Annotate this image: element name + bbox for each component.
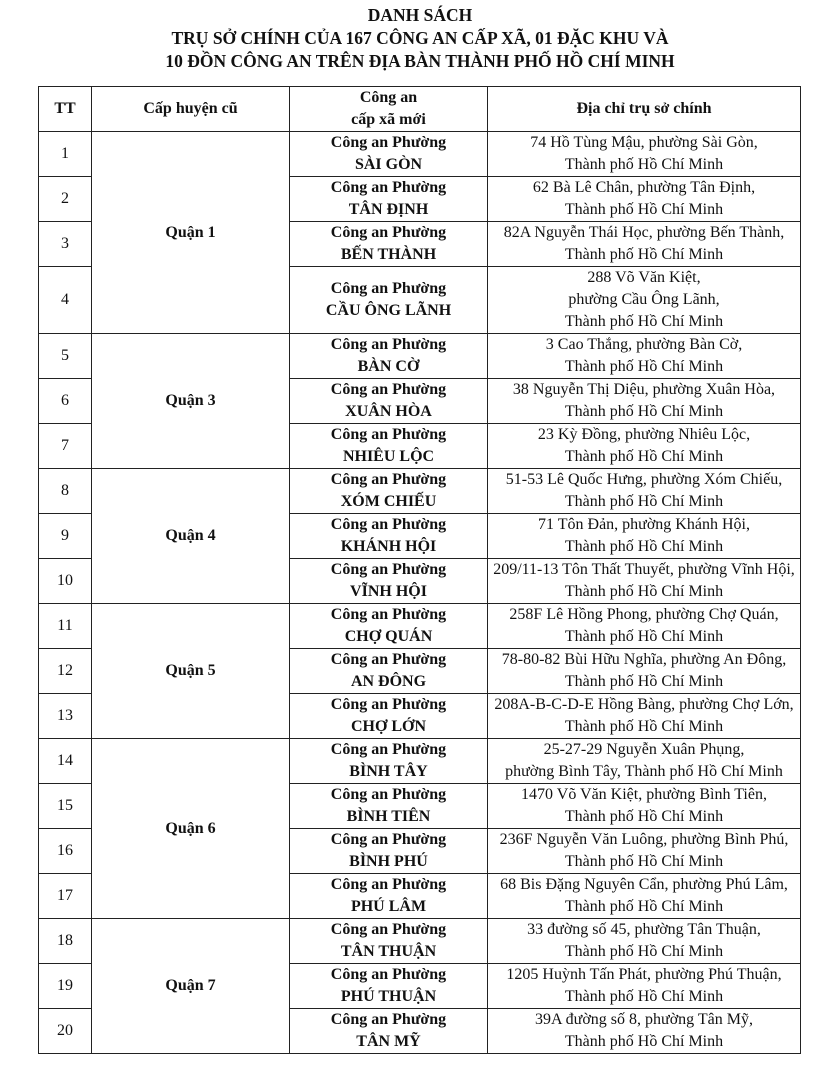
- ward-prefix: Công an Phường: [330, 651, 447, 668]
- ward-prefix: Công an Phường: [330, 921, 447, 938]
- row-number: 8: [39, 469, 92, 514]
- ward-cell: [290, 177, 488, 222]
- address-cell: [488, 177, 801, 222]
- ward-cell: [290, 604, 488, 649]
- address-line: Thành phố Hồ Chí Minh: [564, 988, 724, 1005]
- ward-cell: [290, 424, 488, 469]
- row-number: 12: [39, 649, 92, 694]
- row-number: 7: [39, 424, 92, 469]
- col-header-tt: TT: [39, 87, 92, 132]
- table-row: [39, 919, 801, 964]
- col-header-district: Cấp huyện cũ: [92, 87, 290, 132]
- ward-prefix: Công an Phường: [330, 696, 447, 713]
- address-cell: [488, 784, 801, 829]
- address-line: phường Cầu Ông Lãnh,: [568, 291, 720, 308]
- ward-prefix: Công an Phường: [330, 134, 447, 151]
- ward-name: CHỢ QUÁN: [344, 628, 433, 645]
- ward-name: TÂN THUẬN: [340, 943, 437, 960]
- district-cell: Quận 1: [92, 132, 290, 334]
- row-number: 15: [39, 784, 92, 829]
- address-line: Thành phố Hồ Chí Minh: [564, 1033, 724, 1050]
- ward-name: TÂN MỸ: [356, 1033, 421, 1050]
- address-line: 74 Hồ Tùng Mậu, phường Sài Gòn,: [530, 134, 758, 151]
- address-cell: [488, 379, 801, 424]
- ward-name: BẾN THÀNH: [340, 246, 437, 263]
- address-line: 1205 Huỳnh Tấn Phát, phường Phú Thuận,: [506, 966, 782, 983]
- address-line: Thành phố Hồ Chí Minh: [564, 448, 724, 465]
- ward-cell: [290, 222, 488, 267]
- address-line: Thành phố Hồ Chí Minh: [564, 156, 724, 173]
- address-line: 258F Lê Hồng Phong, phường Chợ Quán,: [509, 606, 779, 623]
- ward-name: AN ĐÔNG: [350, 673, 427, 690]
- address-line: 68 Bis Đặng Nguyên Cẩn, phường Phú Lâm,: [500, 876, 788, 893]
- ward-cell: [290, 874, 488, 919]
- address-line: 82A Nguyễn Thái Học, phường Bến Thành,: [503, 224, 785, 241]
- row-number: 6: [39, 379, 92, 424]
- row-number: 9: [39, 514, 92, 559]
- ward-prefix: Công an Phường: [330, 280, 447, 297]
- address-cell: [488, 222, 801, 267]
- address-cell: [488, 1009, 801, 1054]
- ward-cell: [290, 829, 488, 874]
- row-number: 4: [39, 267, 92, 334]
- ward-prefix: Công an Phường: [330, 561, 447, 578]
- address-cell: [488, 132, 801, 177]
- address-line: Thành phố Hồ Chí Minh: [564, 718, 724, 735]
- address-line: 23 Kỳ Đồng, phường Nhiêu Lộc,: [537, 426, 751, 443]
- ward-prefix: Công an Phường: [330, 336, 447, 353]
- ward-name: CẦU ÔNG LÃNH: [325, 302, 452, 319]
- ward-prefix: Công an Phường: [330, 786, 447, 803]
- ward-cell: [290, 379, 488, 424]
- address-line: Thành phố Hồ Chí Minh: [564, 943, 724, 960]
- row-number: 14: [39, 739, 92, 784]
- address-cell: [488, 604, 801, 649]
- col-header-ward-line1: Công an: [359, 89, 418, 106]
- address-line: 62 Bà Lê Chân, phường Tân Định,: [532, 179, 756, 196]
- ward-cell: [290, 1009, 488, 1054]
- ward-name: CHỢ LỚN: [350, 718, 427, 735]
- ward-name: SÀI GÒN: [354, 156, 423, 173]
- table-row: [39, 334, 801, 379]
- row-number: 16: [39, 829, 92, 874]
- ward-name: PHÚ THUẬN: [340, 988, 437, 1005]
- district-cell: Quận 5: [92, 604, 290, 739]
- address-line: Thành phố Hồ Chí Minh: [564, 246, 724, 263]
- ward-prefix: Công an Phường: [330, 224, 447, 241]
- address-line: 25-27-29 Nguyễn Xuân Phụng,: [543, 741, 745, 758]
- ward-name: XUÂN HÒA: [345, 403, 432, 420]
- table-row: [39, 739, 801, 784]
- ward-cell: [290, 739, 488, 784]
- address-line: phường Bình Tây, Thành phố Hồ Chí Minh: [505, 763, 783, 780]
- address-line: Thành phố Hồ Chí Minh: [564, 493, 724, 510]
- row-number: 5: [39, 334, 92, 379]
- ward-name: NHIÊU LỘC: [342, 448, 435, 465]
- ward-prefix: Công an Phường: [330, 606, 447, 623]
- ward-name: BÀN CỜ: [357, 358, 420, 375]
- address-line: Thành phố Hồ Chí Minh: [564, 898, 724, 915]
- address-line: Thành phố Hồ Chí Minh: [564, 313, 724, 330]
- row-number: 11: [39, 604, 92, 649]
- address-line: 71 Tôn Đản, phường Khánh Hội,: [538, 516, 750, 533]
- district-cell: Quận 4: [92, 469, 290, 604]
- address-line: Thành phố Hồ Chí Minh: [564, 201, 724, 218]
- ward-name: VĨNH HỘI: [350, 583, 427, 600]
- ward-name: PHÚ LÂM: [350, 898, 427, 915]
- ward-cell: [290, 267, 488, 334]
- address-line: 208A-B-C-D-E Hồng Bàng, phường Chợ Lớn,: [494, 696, 794, 713]
- ward-prefix: Công an Phường: [330, 179, 447, 196]
- address-line: Thành phố Hồ Chí Minh: [564, 358, 724, 375]
- ward-cell: [290, 132, 488, 177]
- ward-cell: [290, 784, 488, 829]
- row-number: 19: [39, 964, 92, 1009]
- table-row: [39, 132, 801, 177]
- ward-cell: [290, 694, 488, 739]
- district-cell: Quận 6: [92, 739, 290, 919]
- address-cell: [488, 874, 801, 919]
- address-line: Thành phố Hồ Chí Minh: [564, 583, 724, 600]
- address-line: 78-80-82 Bùi Hữu Nghĩa, phường An Đông,: [501, 651, 787, 668]
- address-line: 51-53 Lê Quốc Hưng, phường Xóm Chiếu,: [505, 471, 783, 488]
- address-cell: [488, 424, 801, 469]
- row-number: 13: [39, 694, 92, 739]
- ward-cell: [290, 964, 488, 1009]
- ward-prefix: Công an Phường: [330, 831, 447, 848]
- police-stations-table: [38, 86, 801, 1054]
- ward-prefix: Công an Phường: [330, 876, 447, 893]
- address-cell: [488, 469, 801, 514]
- table-row: [39, 469, 801, 514]
- address-line: Thành phố Hồ Chí Minh: [564, 673, 724, 690]
- address-line: 3 Cao Thắng, phường Bàn Cờ,: [545, 336, 743, 353]
- district-cell: Quận 3: [92, 334, 290, 469]
- ward-name: XÓM CHIẾU: [340, 493, 437, 510]
- table-row: [39, 604, 801, 649]
- address-cell: [488, 964, 801, 1009]
- col-header-ward: [290, 87, 488, 132]
- address-line: Thành phố Hồ Chí Minh: [564, 853, 724, 870]
- ward-name: KHÁNH HỘI: [340, 538, 437, 555]
- address-line: Thành phố Hồ Chí Minh: [564, 628, 724, 645]
- table-body: [39, 132, 801, 1054]
- address-cell: [488, 649, 801, 694]
- ward-prefix: Công an Phường: [330, 1011, 447, 1028]
- address-line: 209/11-13 Tôn Thất Thuyết, phường Vĩnh Hội,: [493, 561, 795, 578]
- address-cell: [488, 267, 801, 334]
- col-header-address: Địa chỉ trụ sở chính: [488, 87, 801, 132]
- ward-cell: [290, 649, 488, 694]
- address-cell: [488, 919, 801, 964]
- ward-cell: [290, 514, 488, 559]
- ward-prefix: Công an Phường: [330, 471, 447, 488]
- district-cell: Quận 7: [92, 919, 290, 1054]
- ward-cell: [290, 469, 488, 514]
- heading-line-3: 10 ĐỒN CÔNG AN TRÊN ĐỊA BÀN THÀNH PHỐ HỒ CHÍ MINH: [165, 51, 675, 71]
- address-cell: [488, 514, 801, 559]
- ward-prefix: Công an Phường: [330, 966, 447, 983]
- address-line: Thành phố Hồ Chí Minh: [564, 808, 724, 825]
- row-number: 20: [39, 1009, 92, 1054]
- document-heading: [0, 4, 840, 73]
- col-header-ward-line2: cấp xã mới: [351, 111, 426, 128]
- address-cell: [488, 334, 801, 379]
- address-cell: [488, 559, 801, 604]
- ward-prefix: Công an Phường: [330, 381, 447, 398]
- address-cell: [488, 829, 801, 874]
- ward-prefix: Công an Phường: [330, 741, 447, 758]
- address-cell: [488, 739, 801, 784]
- ward-name: TÂN ĐỊNH: [348, 201, 429, 218]
- row-number: 3: [39, 222, 92, 267]
- row-number: 10: [39, 559, 92, 604]
- address-line: Thành phố Hồ Chí Minh: [564, 538, 724, 555]
- ward-cell: [290, 559, 488, 604]
- ward-name: BÌNH TÂY: [349, 763, 428, 780]
- heading-line-2: TRỤ SỞ CHÍNH CỦA 167 CÔNG AN CẤP XÃ, 01 ĐẶC KHU VÀ: [171, 28, 669, 48]
- row-number: 17: [39, 874, 92, 919]
- row-number: 2: [39, 177, 92, 222]
- address-line: 33 đường số 45, phường Tân Thuận,: [527, 921, 761, 938]
- heading-line-1: DANH SÁCH: [367, 5, 473, 25]
- address-cell: [488, 694, 801, 739]
- address-line: 1470 Võ Văn Kiệt, phường Bình Tiên,: [521, 786, 767, 803]
- address-line: 38 Nguyễn Thị Diệu, phường Xuân Hòa,: [512, 381, 776, 398]
- row-number: 18: [39, 919, 92, 964]
- ward-prefix: Công an Phường: [330, 516, 447, 533]
- address-line: 288 Võ Văn Kiệt,: [587, 269, 701, 286]
- address-line: 236F Nguyễn Văn Luông, phường Bình Phú,: [499, 831, 789, 848]
- ward-cell: [290, 334, 488, 379]
- address-line: 39A đường số 8, phường Tân Mỹ,: [535, 1011, 753, 1028]
- header-row: [39, 87, 801, 132]
- ward-prefix: Công an Phường: [330, 426, 447, 443]
- ward-name: BÌNH TIÊN: [346, 808, 431, 825]
- ward-cell: [290, 919, 488, 964]
- ward-name: BÌNH PHÚ: [349, 853, 428, 870]
- address-line: Thành phố Hồ Chí Minh: [564, 403, 724, 420]
- row-number: 1: [39, 132, 92, 177]
